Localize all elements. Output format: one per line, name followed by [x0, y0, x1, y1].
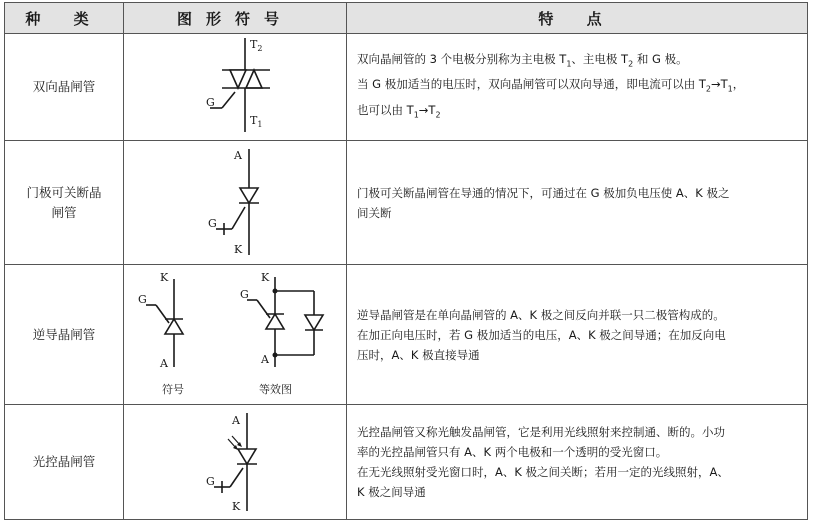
rct-caption-symbol: 符号 — [162, 383, 184, 396]
lasc-label-g: G — [206, 475, 215, 488]
rct-label-a: A — [160, 357, 168, 370]
rct-eq-label-k: K — [261, 271, 270, 284]
table-row — [5, 34, 808, 141]
gto-label-a: A — [234, 149, 242, 162]
triac-label-t1: $T_1$ — [250, 114, 263, 129]
header-row — [5, 3, 808, 34]
lasc-label-k: K — [232, 500, 241, 513]
feature-line: 当 G 极加适当的电压时，双向晶闸管可以双向导通，即电流可以由 $T_2\to T_1$， — [357, 77, 745, 94]
symbol-cell — [124, 34, 347, 141]
gto-label-k: K — [234, 243, 243, 256]
feature-line: 逆导晶闸管是在单向晶闸管的 A、K 极之间反向并联一只二极管构成的。 — [357, 307, 725, 322]
feature-cell — [347, 405, 808, 520]
kind-cell — [5, 141, 124, 265]
kind-cell: 双向晶闸管 — [5, 34, 124, 141]
header-kind: 种 类 — [5, 3, 124, 34]
triac-label-g: G — [206, 96, 215, 109]
kind-line: 闸管 — [51, 204, 77, 220]
kind-cell: 光控晶闸管 — [5, 405, 124, 520]
rct-eq-label-a: A — [261, 353, 269, 366]
gto-label-g: G — [208, 217, 217, 230]
triac-label-t2: $T_2$ — [250, 38, 263, 53]
table-row — [5, 265, 808, 405]
feature-line: 也可以由 $T_1\to T_2$ — [357, 102, 441, 119]
feature-line: 光控晶闸管又称光触发晶闸管，它是利用光线照射来控制通、断的。小功 — [357, 425, 725, 439]
rct-label-g: G — [138, 293, 147, 306]
header-feature: 特 点 — [347, 3, 808, 34]
feature-line: 率的光控晶闸管只有 A、K 两个电极和一个透明的受光窗口。 — [357, 445, 668, 459]
header-symbol: 图形符号 — [124, 3, 347, 34]
table-row — [5, 141, 808, 265]
lasc-label-a: A — [232, 414, 240, 427]
thyristor-table — [4, 2, 808, 520]
kind-cell: 逆导晶闸管 — [5, 265, 124, 405]
feature-line: 间关断 — [357, 205, 392, 220]
table-row — [5, 405, 808, 520]
gto-symbol-icon — [124, 141, 346, 264]
symbol-cell — [124, 141, 347, 265]
feature-line: 门极可关断晶闸管在导通的情况下，可通过在 G 极加负电压使 A、K 极之 — [357, 185, 730, 200]
feature-cell — [347, 141, 808, 265]
feature-cell — [347, 265, 808, 405]
feature-line: 双向晶闸管的 3 个电极分别称为主电极 $T_1$、主电极 $T_2$ 和 G 极。 — [357, 52, 688, 69]
rct-caption-equivalent: 等效图 — [259, 383, 292, 396]
feature-line: 在加正向电压时，若 G 极加适当的电压，A、K 极之间导通；在加反向电 — [357, 327, 726, 342]
lasc-symbol-icon — [124, 405, 346, 519]
kind-line: 门极可关断晶 — [26, 184, 102, 200]
rct-eq-label-g: G — [240, 288, 249, 301]
feature-cell — [347, 34, 808, 141]
rct-symbol-icon — [124, 265, 346, 404]
feature-line: K 极之间导通 — [357, 485, 426, 499]
triac-symbol-icon — [124, 34, 346, 140]
rct-label-k: K — [160, 271, 169, 284]
symbol-cell — [124, 265, 347, 405]
symbol-cell — [124, 405, 347, 520]
feature-line: 在无光线照射受光窗口时，A、K 极之间关断；若用一定的光线照射，A、 — [357, 465, 729, 479]
feature-line: 压时，A、K 极直接导通 — [357, 347, 480, 362]
